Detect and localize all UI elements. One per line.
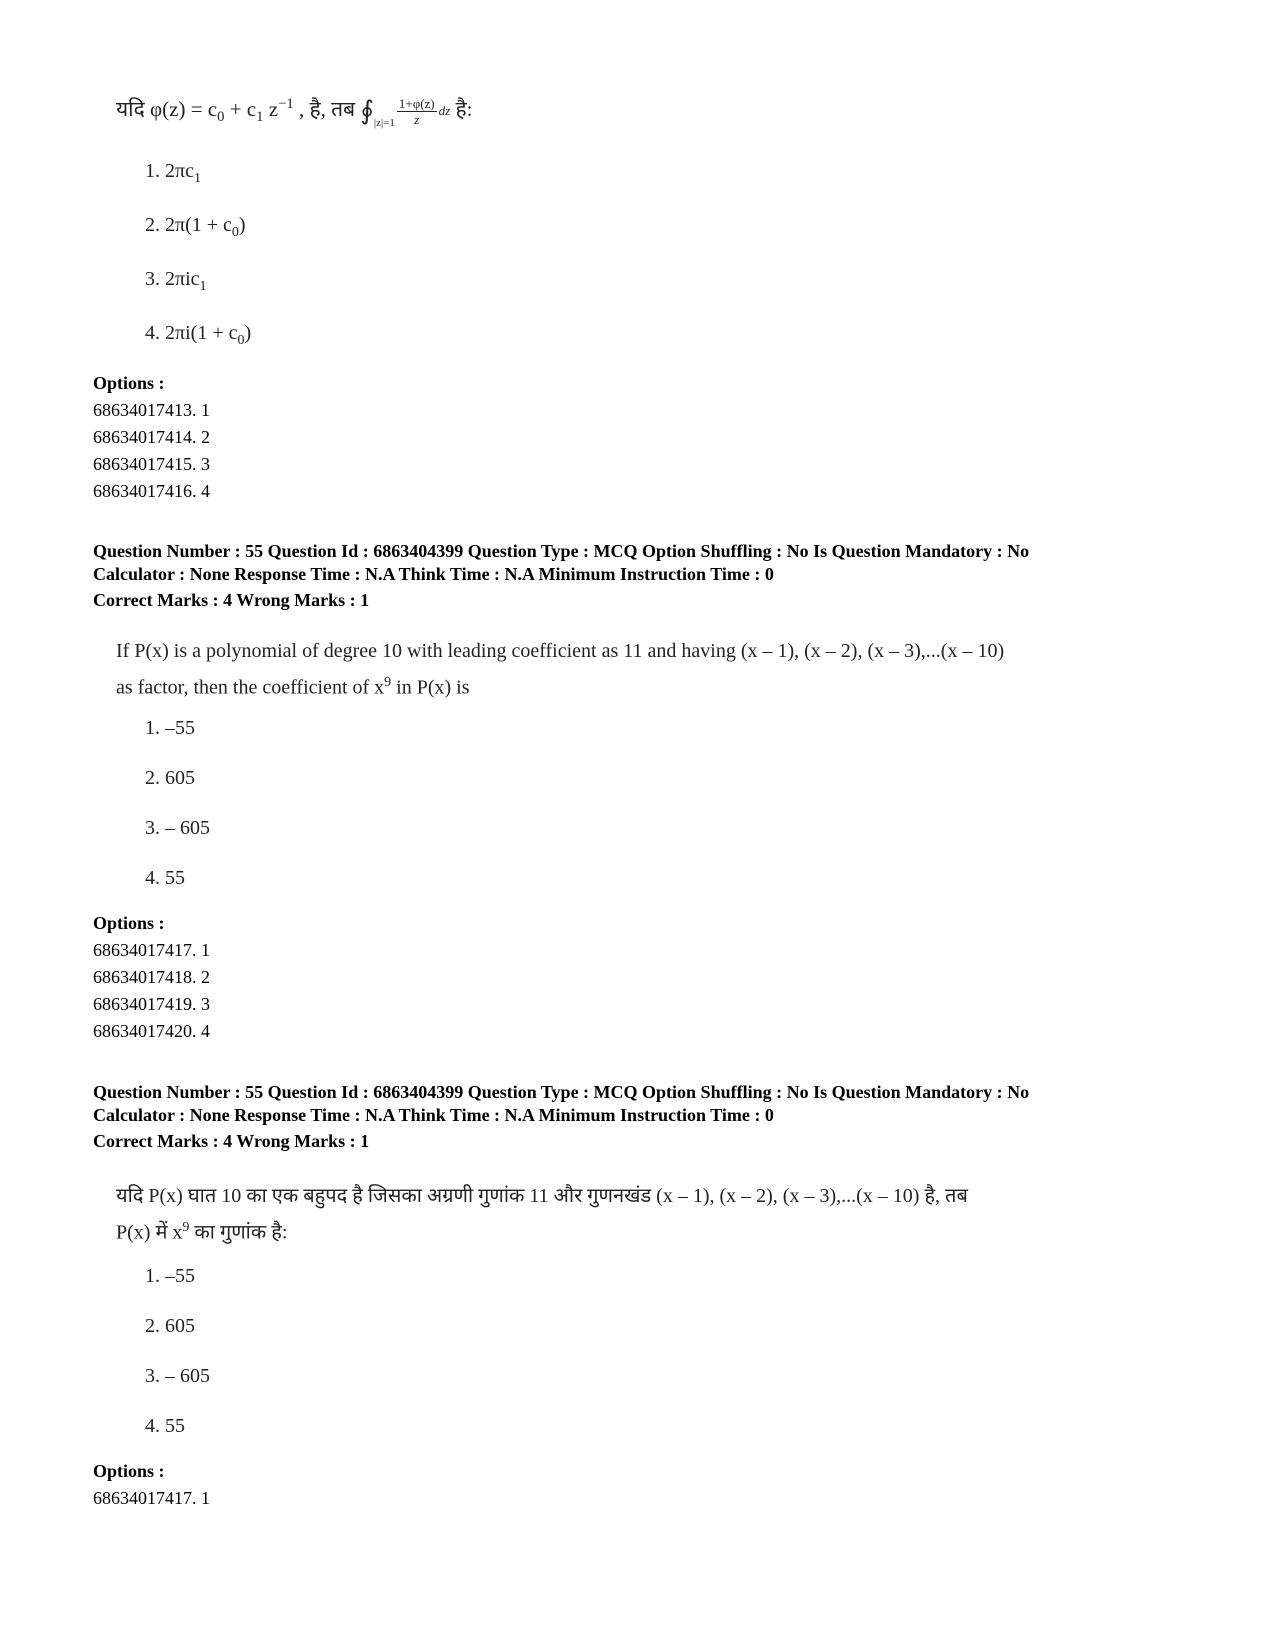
stem-text: as factor, then the coefficient of x <box>116 676 385 699</box>
stem-text: है: <box>450 97 473 121</box>
choice-3: 3. – 605 <box>145 817 210 839</box>
fraction-numerator: 1+φ(z) <box>398 95 435 111</box>
choice-1: 1. –55 <box>145 1265 195 1287</box>
choice-2: 2. 605 <box>145 1315 195 1337</box>
meta-line: Calculator : None Response Time : N.A Think Time : N.A Minimum Instruction Time : 0 <box>93 564 774 584</box>
choice-text: 4. 2πi(1 + c <box>145 322 238 344</box>
subscript: 0 <box>217 109 225 126</box>
subscript: 1 <box>256 109 264 126</box>
stem-line <box>116 667 1004 704</box>
question-stem <box>116 635 1004 704</box>
superscript: −1 <box>278 96 294 112</box>
choice-4 <box>145 322 251 349</box>
stem-text: P(x) में x <box>116 1221 183 1244</box>
choice-3 <box>145 268 207 295</box>
meta-line: Question Number : 55 Question Id : 6863404399 Question Type : MCQ Option Shuffling : No Is Question Mandatory : No <box>93 1082 1030 1102</box>
fraction <box>397 96 437 127</box>
choice-2 <box>145 214 246 241</box>
stem-line: If P(x) is a polynomial of degree 10 with leading coefficient as 11 and having (x – 1), (x – 2), (x – 3),...(x – 10) <box>116 640 1005 662</box>
subscript: 1 <box>199 279 207 294</box>
option-id: 68634017416. 4 <box>93 481 210 501</box>
fraction-denominator: z <box>414 111 420 127</box>
contour-integral-symbol: ∮ <box>360 96 374 126</box>
subscript: 1 <box>193 171 201 186</box>
stem-line: यदि P(x) घात 10 का एक बहुपद है जिसका अग्रणी गुणांक 11 और गुणनखंड (x – 1), (x – 2), (x – 3),...(x – 10) है, तब <box>116 1185 968 1207</box>
option-id: 68634017417. 1 <box>93 940 210 960</box>
option-id: 68634017414. 2 <box>93 427 210 447</box>
subscript: 0 <box>237 333 245 348</box>
marks-line: Correct Marks : 4 Wrong Marks : 1 <box>93 590 370 610</box>
option-id: 68634017413. 1 <box>93 400 210 420</box>
option-id: 68634017419. 3 <box>93 994 210 1014</box>
choice-4: 4. 55 <box>145 1415 185 1437</box>
choice-4: 4. 55 <box>145 867 185 889</box>
choice-3: 3. – 605 <box>145 1365 210 1387</box>
choice-text: ) <box>244 322 252 344</box>
stem-text: z <box>263 97 279 121</box>
choice-text: 1. 2πc <box>145 160 194 182</box>
question-meta <box>93 540 1029 586</box>
stem-text: in P(x) is <box>391 676 470 699</box>
stem-line <box>116 1212 968 1249</box>
stem-text: + c <box>224 97 257 121</box>
option-id: 68634017418. 2 <box>93 967 210 987</box>
choice-2: 2. 605 <box>145 767 195 789</box>
integral-limit: |z|=1 <box>373 117 395 129</box>
meta-line: Question Number : 55 Question Id : 6863404399 Question Type : MCQ Option Shuffling : No Is Question Mandatory : No <box>93 541 1030 561</box>
option-id: 68634017417. 1 <box>93 1488 210 1508</box>
subscript: 0 <box>231 225 239 240</box>
choice-text: ) <box>238 214 246 236</box>
stem-text: यदि φ(z) = c <box>116 97 218 121</box>
superscript: 9 <box>182 1220 190 1235</box>
choice-text: 3. 2πic <box>145 268 200 290</box>
question-stem <box>116 1180 968 1249</box>
option-id: 68634017420. 4 <box>93 1021 210 1041</box>
question-meta <box>93 1081 1029 1127</box>
options-label: Options : <box>93 373 165 393</box>
stem-text: , है, तब <box>293 97 361 121</box>
superscript: 9 <box>384 675 392 690</box>
option-id: 68634017415. 3 <box>93 454 210 474</box>
choice-1: 1. –55 <box>145 717 195 739</box>
choice-1 <box>145 160 201 187</box>
marks-line: Correct Marks : 4 Wrong Marks : 1 <box>93 1131 370 1151</box>
choice-text: 2. 2π(1 + c <box>145 214 232 236</box>
stem-text: का गुणांक है: <box>189 1221 288 1244</box>
options-label: Options : <box>93 913 165 933</box>
meta-line: Calculator : None Response Time : N.A Think Time : N.A Minimum Instruction Time : 0 <box>93 1105 774 1125</box>
differential: dz <box>438 103 451 119</box>
options-label: Options : <box>93 1461 165 1481</box>
question-stem <box>116 88 472 139</box>
